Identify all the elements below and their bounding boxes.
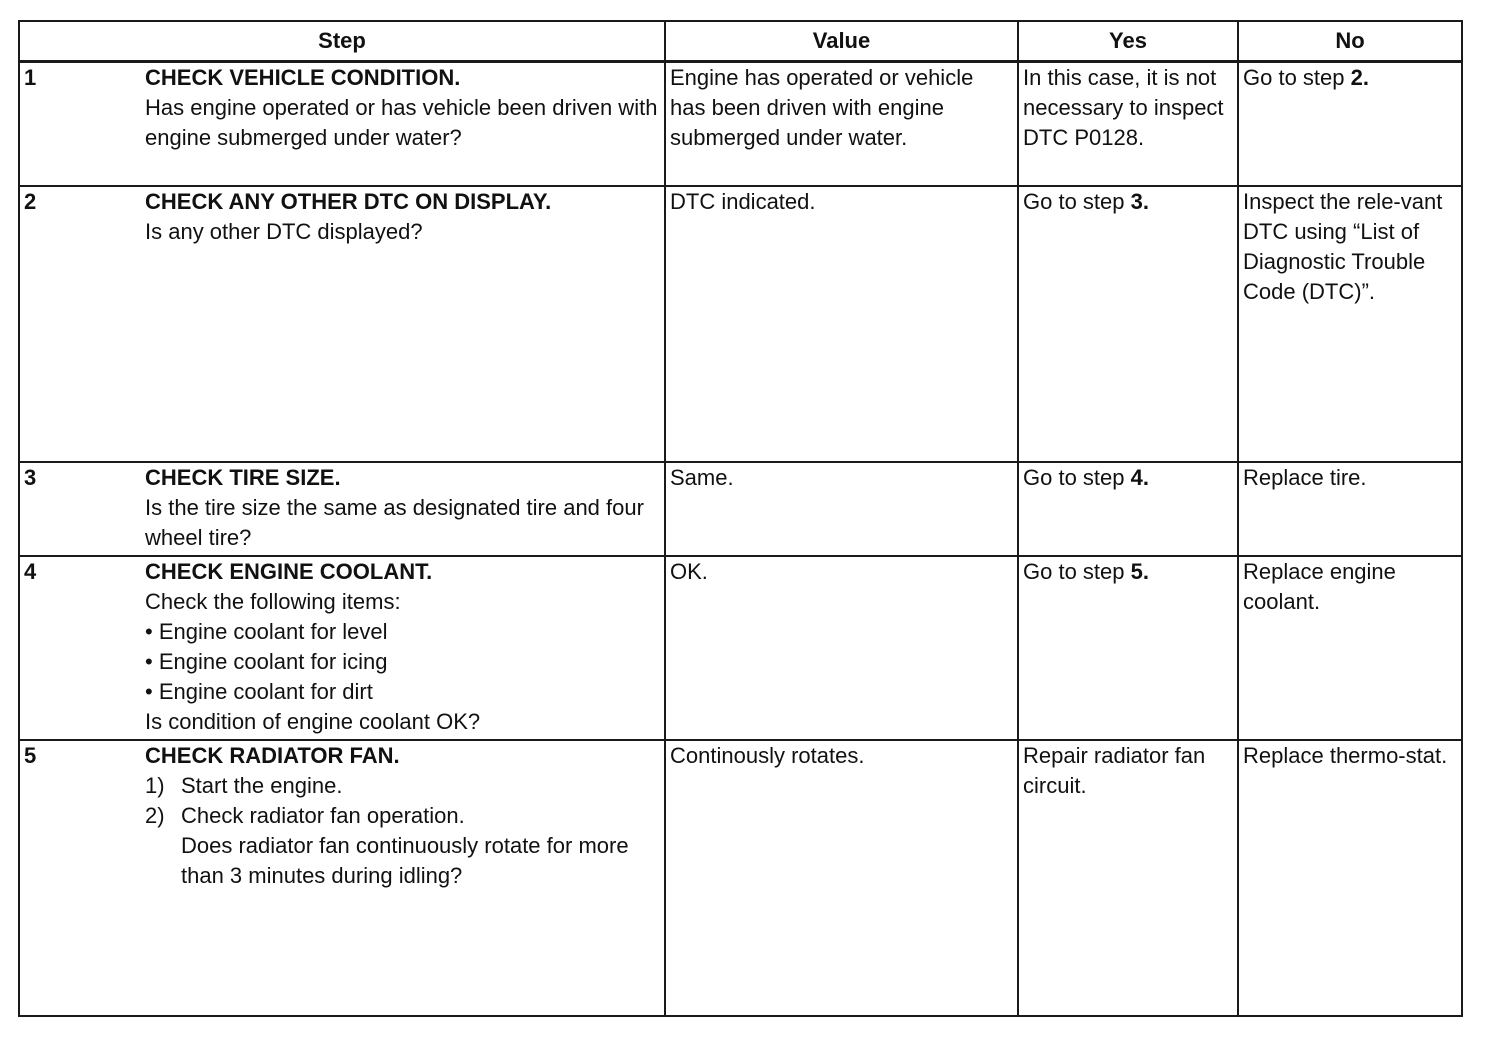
step-number: 5	[19, 740, 141, 1016]
step-reference: 5.	[1130, 559, 1149, 584]
step-reference: 2.	[1350, 65, 1369, 90]
numbered-item	[145, 771, 660, 801]
yes-cell	[1018, 556, 1238, 740]
step-number: 4	[19, 556, 141, 740]
no-cell: Inspect the rele-vant DTC using “List of Diagnostic Trouble Code (DTC)”.	[1238, 186, 1462, 462]
step-reference: 3.	[1130, 189, 1149, 214]
table-header	[19, 21, 1462, 62]
step-question: Has engine operated or has vehicle been driven with engine submerged under water?	[145, 95, 658, 150]
diagnostic-table	[18, 20, 1463, 1017]
step-question: Does radiator fan continuously rotate for more than 3 minutes during idling?	[181, 833, 629, 888]
step-question: Is condition of engine coolant OK?	[145, 709, 481, 734]
step-cell	[141, 62, 665, 187]
table-row	[19, 740, 1462, 1016]
value-cell: DTC indicated.	[665, 186, 1018, 462]
item-number: 2)	[145, 803, 165, 828]
table-row	[19, 462, 1462, 556]
no-text: Go to step	[1243, 65, 1351, 90]
value-cell: Continously rotates.	[665, 740, 1018, 1016]
step-number: 1	[19, 62, 141, 187]
step-number: 2	[19, 186, 141, 462]
step-question: Is any other DTC displayed?	[145, 219, 423, 244]
table-row	[19, 186, 1462, 462]
item-number: 1)	[145, 773, 165, 798]
no-cell: Replace tire.	[1238, 462, 1462, 556]
bullet-item: • Engine coolant for dirt	[145, 679, 373, 704]
value-cell: Engine has operated or vehicle has been driven with engine submerged under water.	[665, 62, 1018, 187]
step-cell	[141, 186, 665, 462]
step-cell	[141, 740, 665, 1016]
yes-cell: In this case, it is not necessary to inspect DTC P0128.	[1018, 62, 1238, 187]
bullet-item: • Engine coolant for level	[145, 619, 388, 644]
step-title: CHECK TIRE SIZE.	[145, 465, 341, 490]
header-row	[19, 21, 1462, 62]
step-cell	[141, 462, 665, 556]
value-cell: OK.	[665, 556, 1018, 740]
numbered-item	[145, 801, 660, 831]
yes-cell	[1018, 462, 1238, 556]
bullet-item: • Engine coolant for icing	[145, 649, 388, 674]
value-cell: Same.	[665, 462, 1018, 556]
header-step: Step	[19, 21, 665, 62]
no-cell: Replace engine coolant.	[1238, 556, 1462, 740]
step-title: CHECK VEHICLE CONDITION.	[145, 65, 461, 90]
step-reference: 4.	[1130, 465, 1149, 490]
no-cell: Replace thermo-stat.	[1238, 740, 1462, 1016]
yes-cell	[1018, 186, 1238, 462]
step-cell	[141, 556, 665, 740]
step-question: Is the tire size the same as designated tire and four wheel tire?	[145, 495, 644, 550]
item-text: Check radiator fan operation.	[181, 803, 465, 828]
step-instruction: Check the following items:	[145, 589, 401, 614]
step-number: 3	[19, 462, 141, 556]
step-title: CHECK ANY OTHER DTC ON DISPLAY.	[145, 189, 552, 214]
yes-cell: Repair radiator fan circuit.	[1018, 740, 1238, 1016]
header-yes: Yes	[1018, 21, 1238, 62]
header-value: Value	[665, 21, 1018, 62]
yes-text: Go to step	[1023, 559, 1131, 584]
header-no: No	[1238, 21, 1462, 62]
step-title: CHECK ENGINE COOLANT.	[145, 559, 433, 584]
step-title: CHECK RADIATOR FAN.	[145, 743, 400, 768]
item-text: Start the engine.	[181, 773, 343, 798]
yes-text: Go to step	[1023, 189, 1131, 214]
table-row	[19, 556, 1462, 740]
no-cell	[1238, 62, 1462, 187]
table-body	[19, 62, 1462, 1017]
yes-text: Go to step	[1023, 465, 1131, 490]
table-row	[19, 62, 1462, 187]
